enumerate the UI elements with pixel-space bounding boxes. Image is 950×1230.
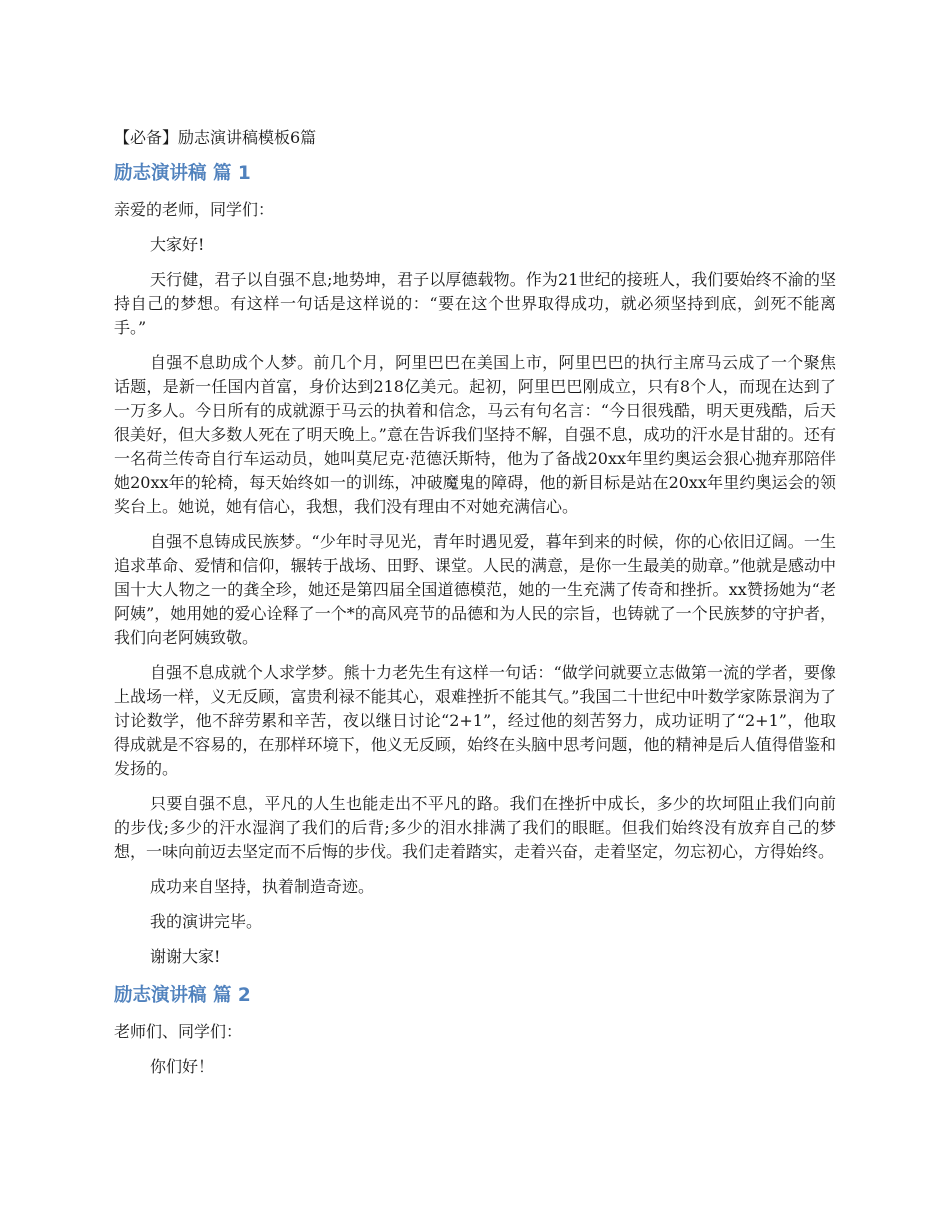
greeting: 大家好! [150, 235, 205, 254]
closing-line: 我的演讲完毕。 [150, 912, 263, 931]
salutation: 亲爱的老师，同学们： [114, 200, 275, 219]
closing-line: 成功来自坚持，执着制造奇迹。 [150, 877, 375, 896]
body-paragraph: 只要自强不息，平凡的人生也能走出不平凡的路。我们在挫折中成长，多少的坎坷阻止我们向前的步伐;多少的汗水湿润了我们的后背;多少的泪水排满了我们的眼眶。但我们始终没有放弃自己的梦想，一味向前迈去坚定而不后悔的步伐。我们走着踏实，走着兴奋，走着坚定，勿忘初心，方得始终。 [114, 794, 836, 861]
section-1 [114, 160, 836, 969]
body-paragraph: 天行健，君子以自强不息;地势坤，君子以厚德载物。作为21世纪的接班人，我们要始终不渝的坚持自己的梦想。有这样一句话是这样说的：“要在这个世界取得成功，就必须坚持到底，剑死不能离手。” [114, 270, 836, 337]
body-paragraph: 自强不息成就个人求学梦。熊十力老先生有这样一句话：“做学问就要立志做第一流的学者，要像上战场一样，义无反顾，富贵利禄不能其心，艰难挫折不能其气。”我国二十世纪中叶数学家陈景润为了讨论数学，他不辞劳累和辛苦，夜以继日讨论“2+1”，经过他的刻苦努力，成功证明了“2+1”，他取得成就是不容易的，在那样环境下，他义无反顾，始终在头脑中思考问题，他的精神是后人值得借鉴和发扬的。 [114, 663, 836, 778]
section-2 [114, 982, 836, 1079]
section-heading: 励志演讲稿 篇 2 [114, 985, 251, 1006]
salutation: 老师们、同学们： [114, 1022, 243, 1041]
section-heading: 励志演讲稿 篇 1 [114, 163, 251, 184]
body-paragraph: 自强不息助成个人梦。前几个月，阿里巴巴在美国上市，阿里巴巴的执行主席马云成了一个聚焦话题，是新一任国内首富，身价达到218亿美元。起初，阿里巴巴刚成立，只有8个人，而现在达到了一万多人。今日所有的成就源于马云的执着和信念，马云有句名言：“今日很残酷，明天更残酷，后天很美好，但大多数人死在了明天晚上。”意在告诉我们坚持不解，自强不息，成功的汗水是甘甜的。还有一名荷兰传奇自行车运动员，她叫莫尼克·范德沃斯特，他为了备战20xx年里约奥运会狠心抛弃那陪伴她20xx年的轮椅，每天始终如一的训练，冲破魔鬼的障碍，他的新目标是站在20xx年里约奥运会的领奖台上。她说，她有信心，我想，我们没有理由不对她充满信心。 [114, 353, 836, 516]
document-title: 【必备】励志演讲稿模板6篇 [114, 128, 317, 147]
closing-line: 谢谢大家! [150, 947, 221, 966]
document-page [114, 124, 836, 1090]
body-paragraph: 自强不息铸成民族梦。“少年时寻见光，青年时遇见爱，暮年到来的时候，你的心依旧辽阔。一生追求革命、爱情和信仰，辗转于战场、田野、课堂。人民的满意，是你一生最美的勋章。”他就是感动中国十大人物之一的龚全珍，她还是第四届全国道德模范，她的一生充满了传奇和挫折。xx赞扬她为“老阿姨”，她用她的爱心诠释了一个*的高风亮节的品德和为人民的宗旨，也铸就了一个民族梦的守护者，我们向老阿姨致敬。 [114, 532, 836, 647]
greeting: 你们好！ [150, 1057, 215, 1076]
